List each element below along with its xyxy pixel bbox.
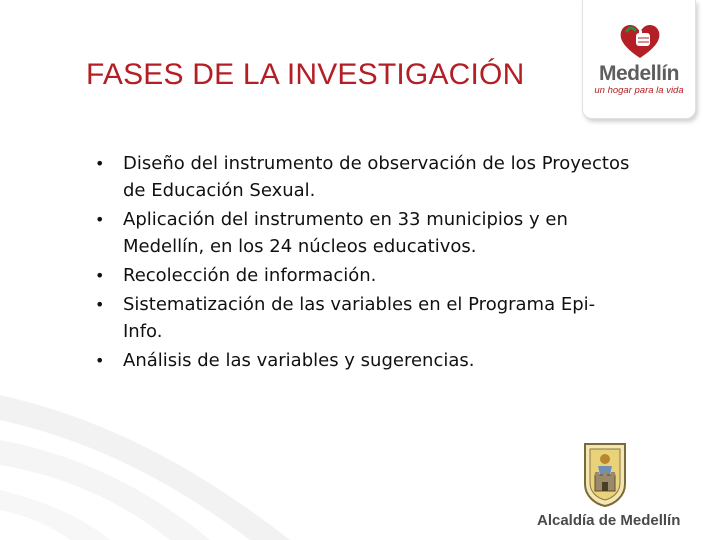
bullet-marker: • [95, 154, 105, 173]
bullet-text: Sistematización de las variables en el Programa Epi-Info. [123, 294, 596, 342]
bullet-item [92, 262, 632, 289]
medellin-logo [582, 0, 696, 119]
bullet-list [92, 150, 632, 376]
bullet-marker: • [95, 351, 105, 370]
bullet-marker: • [95, 295, 105, 314]
alcaldia-label: Alcaldía de Medellín [537, 512, 681, 529]
bullet-item [92, 206, 632, 260]
logo-tagline: un hogar para la vida [594, 85, 684, 96]
heart-hand-icon [619, 22, 661, 60]
bullet-text: Análisis de las variables y sugerencias. [123, 350, 475, 371]
bullet-marker: • [95, 210, 105, 229]
bullet-text: Recolección de información. [123, 265, 377, 286]
coat-of-arms-icon [581, 442, 629, 508]
bullet-text: Diseño del instrumento de observación de los Proyectos de Educación Sexual. [123, 153, 630, 201]
logo-name: Medellín [598, 62, 679, 85]
bullet-item [92, 347, 632, 374]
bullet-item [92, 150, 632, 204]
bullet-marker: • [95, 266, 105, 285]
slide-title: FASES DE LA INVESTIGACIÓN [86, 58, 525, 91]
bullet-text: Aplicación del instrumento en 33 municipios y en Medellín, en los 24 núcleos educativos. [123, 209, 568, 257]
bullet-item [92, 291, 632, 345]
